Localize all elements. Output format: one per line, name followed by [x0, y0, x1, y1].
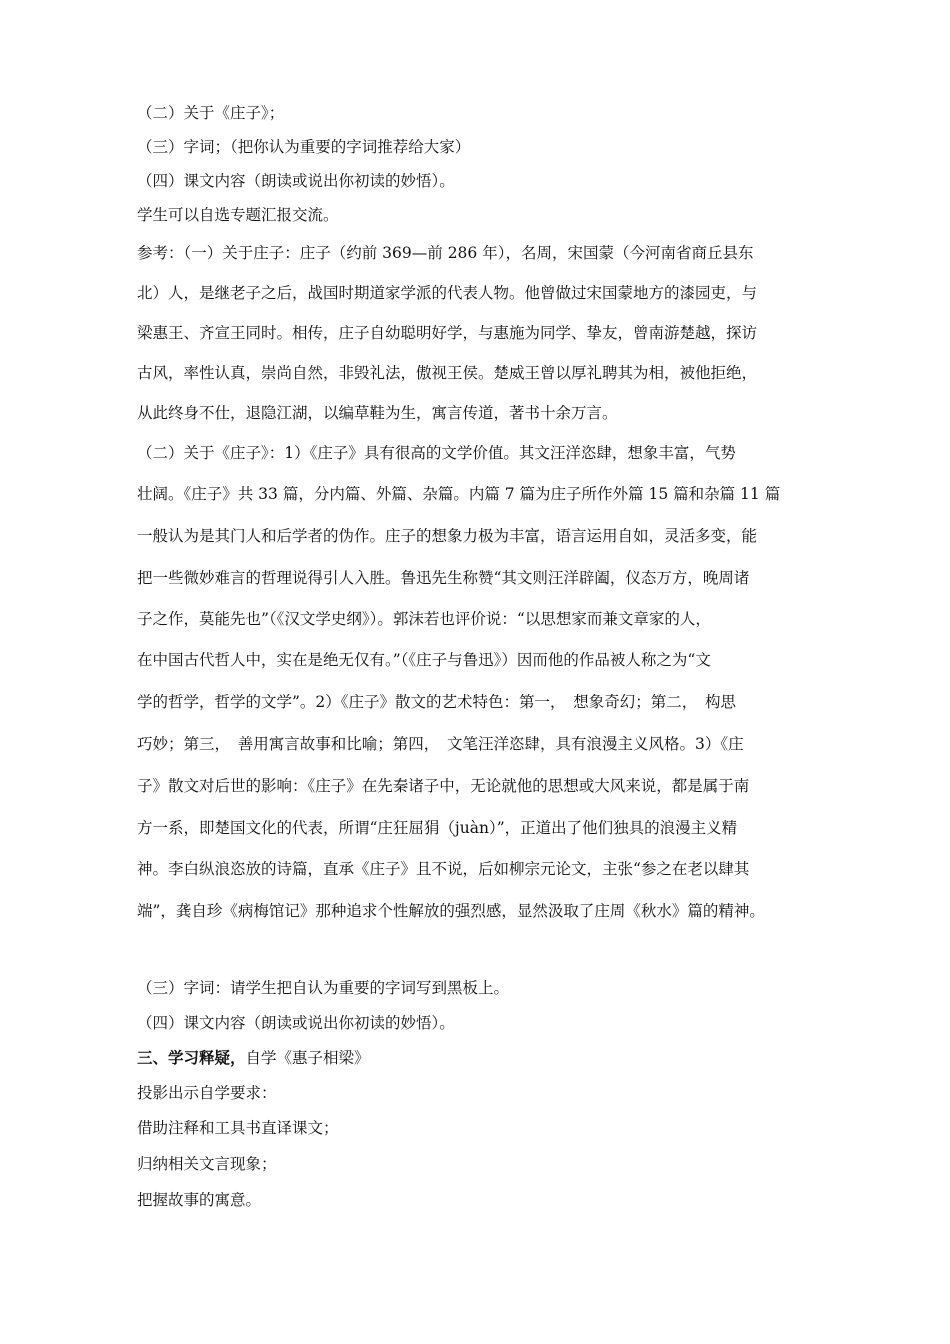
- section-heading-line: [137, 1048, 837, 1068]
- text-line: 子之作，莫能先也”（《汉文学史纲》）。郭沫若也评价说：“以思想家而兼文章家的人，: [137, 610, 711, 628]
- text-line: 端”，龚自珍《病梅馆记》那种追求个性解放的强烈感，显然汲取了庄周《秋水》篇的精神。: [137, 902, 765, 920]
- text-line: 子》散文对后世的影响：《庄子》在先秦诸子中，无论就他的思想或大风来说，都是属于南: [137, 777, 750, 795]
- text-line: 学的哲学，哲学的文学”。2）《庄子》散文的艺术特色：第一， 想象奇幻；第二， 构思: [137, 693, 737, 711]
- text-line: 归纳相关文言现象；: [137, 1155, 277, 1173]
- text-line: 一般认为是其门人和后学者的伪作。庄子的想象力极为丰富，语言运用自如，灵活多变，能: [137, 527, 758, 545]
- text-line: 方一系，即楚国文化的代表，所谓“庄狂屈狷（juàn）”，正道出了他们独具的浪漫主义精: [137, 819, 738, 837]
- text-line: 学生可以自选专题汇报交流。: [137, 206, 339, 224]
- section-heading: 三、学习释疑，: [137, 1048, 246, 1067]
- text-line: 在中国古代哲人中，实在是绝无仅有。”（《庄子与鲁迅》）因而他的作品被人称之为“文: [137, 651, 711, 669]
- text-line: 把一些微妙难言的哲理说得引人入胜。鲁迅先生称赞“其文则汪洋辟阖，仪态万方，晚周诸: [137, 569, 750, 587]
- section-heading-rest: 自学《惠子相梁》: [245, 1049, 370, 1067]
- text-line: 参考：（一）关于庄子：庄子（约前 369—前 286 年），名周，宋国蒙（今河南省商丘县东: [137, 244, 754, 262]
- text-line: 从此终身不仕，退隐江湖，以编草鞋为生，寓言传道，著书十余万言。: [137, 404, 618, 422]
- text-line: （二）关于《庄子》：1）《庄子》具有很高的文学价值。其文汪洋恣肆，想象丰富，气势: [137, 444, 736, 462]
- text-line: 神。李白纵浪恣放的诗篇，直承《庄子》且不说，后如柳宗元论文，主张“参之在老以肆其: [137, 860, 750, 878]
- text-line: （四）课文内容（朗读或说出你初读的妙悟）。: [137, 1014, 455, 1032]
- text-line: 古风，率性认真，崇尚自然，非毁礼法，傲视王侯。楚威王曾以厚礼聘其为相，被他拒绝，: [137, 364, 758, 382]
- text-line: 把握故事的寓意。: [137, 1191, 262, 1209]
- text-line: （三）字词；（把你认为重要的字词推荐给大家）: [137, 138, 471, 156]
- text-line: 投影出示自学要求：: [137, 1084, 277, 1102]
- text-line: （三）字词：请学生把自认为重要的字词写到黑板上。: [137, 979, 510, 997]
- text-line: 借助注释和工具书直译课文；: [137, 1119, 339, 1137]
- text-line: 巧妙；第三， 善用寓言故事和比喻；第四， 文笔汪洋恣肆，具有浪漫主义风格。3）《庄: [137, 735, 744, 753]
- text-line: （四）课文内容（朗读或说出你初读的妙悟）。: [137, 172, 455, 190]
- text-line: 壮阔。《庄子》共 33 篇，分内篇、外篇、杂篇。内篇 7 篇为庄子所作外篇 15 篇和杂篇 11 篇: [137, 485, 781, 503]
- text-line: 北）人，是继老子之后，战国时期道家学派的代表人物。他曾做过宋国蒙地方的漆园吏，与: [137, 284, 758, 302]
- text-line: （二）关于《庄子》；: [137, 104, 285, 122]
- text-line: 梁惠王、齐宣王同时。相传，庄子自幼聪明好学，与惠施为同学、挚友，曾南游楚越，探访: [137, 324, 758, 342]
